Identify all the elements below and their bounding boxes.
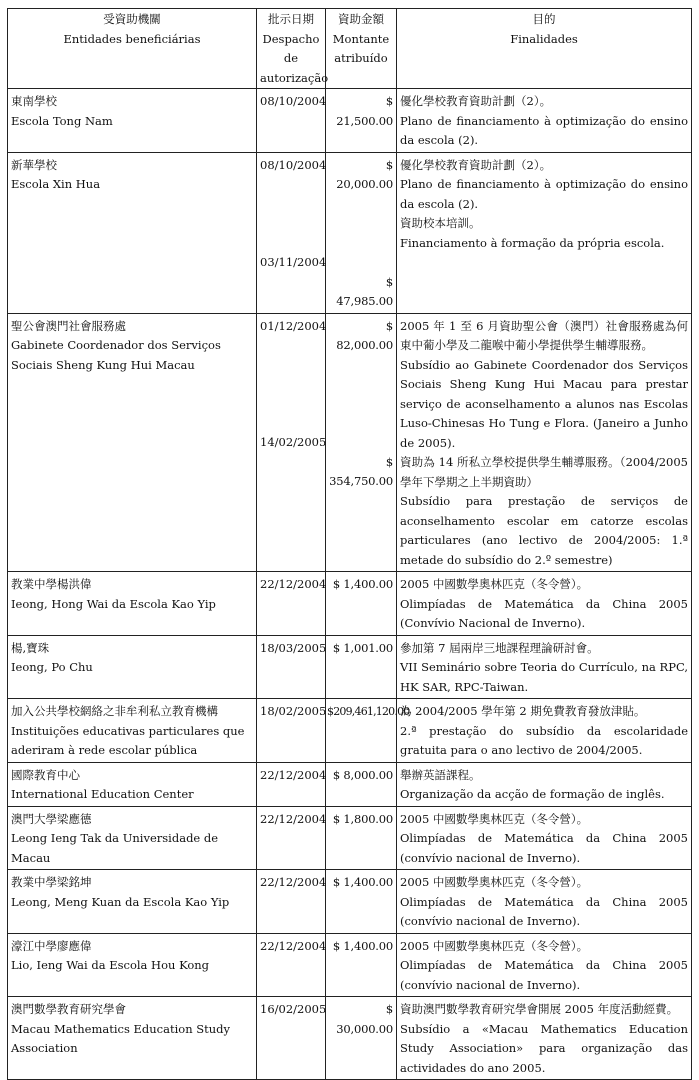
date-cell: 22/12/2004 [257, 762, 326, 806]
header-entity [8, 9, 257, 89]
purpose-pt: VII Seminário sobre Teoria do Currículo, na RPC, HK SAR, RPC-Taiwan. [400, 660, 688, 694]
entity-name-zh: 東南學校 [11, 94, 57, 108]
header-amount-pt2: atribuído [334, 51, 388, 65]
header-amount-pt1: Montante [332, 31, 390, 46]
amount-value: $ 20,000.00 [336, 157, 393, 191]
date-value: 08/10/2004 [260, 157, 327, 172]
entity-name-zh: 教業中學楊洪偉 [11, 577, 92, 591]
date-cell [257, 313, 326, 572]
purpose-cell [397, 699, 692, 763]
header-date [257, 9, 329, 89]
amount-cell: $ 1,400.00 [326, 870, 397, 934]
table-row [8, 152, 692, 313]
entity-name-zh: 加入公共學校網絡之非牟利私立教育機構 [11, 704, 218, 718]
amount-value-2: $ 47,985.00 [336, 274, 393, 308]
entity-name-zh: 澳門大學梁應德 [11, 811, 92, 826]
purpose-cell [397, 572, 692, 636]
amount-cell [326, 152, 397, 313]
entity-name-pt: Gabinete Coordenador dos Serviços Sociais Sheng Kung Hui Macau [11, 338, 221, 372]
entity-name-pt: Leong Ieng Tak da Universidade de Macau [11, 831, 219, 865]
entity-name-pt: Escola Xin Hua [11, 177, 101, 191]
header-entity-zh: 受資助機關 [103, 12, 161, 26]
entity-name-zh: 聖公會澳門社會服務處 [11, 318, 126, 333]
date-value: 01/12/2004 [260, 318, 327, 333]
header-purpose-pt: Finalidades [510, 31, 578, 46]
purpose-cell [397, 89, 692, 153]
header-date-pt1: Despacho de [262, 31, 320, 65]
header-amount-zh: 資助金額 [338, 12, 384, 26]
purpose-zh: 2005 中國數學奧林匹克（冬令營）。 [400, 875, 589, 889]
entity-name-pt: International Education Center [11, 787, 194, 801]
purpose-zh: 資助澳門數學教育研究學會開展 2005 年度活動經費。 [400, 1002, 679, 1016]
table-row [8, 762, 692, 806]
purpose-zh-2: 資助為 14 所私立學校提供學生輔導服務。（2004/2005 學年下學期之上半期資助） [400, 455, 688, 489]
date-cell: 18/03/2005 [257, 635, 326, 699]
header-date-zh: 批示日期 [268, 12, 314, 26]
purpose-cell [397, 870, 692, 934]
amount-cell [326, 313, 397, 572]
amount-value: $ 82,000.00 [336, 318, 393, 352]
purpose-pt: Plano de financiamento à optimização do ensino da escola (2). [400, 177, 688, 211]
purpose-pt: Olimpíadas de Matemática da China 2005 (Convívio Nacional de Inverno). [400, 596, 688, 630]
entity-cell [8, 762, 257, 806]
entity-cell [8, 933, 257, 997]
purpose-cell [397, 313, 692, 572]
purpose-zh: 為 2004/2005 學年第 2 期免費教育發放津貼。 [400, 704, 646, 718]
purpose-pt: Subsídio ao Gabinete Coordenador dos Serviços Sociais Sheng Kung Hui Macau para prestar serviço de aconselhamento a alunos nas Escolas Luso-Chinesas Ho Tung e Flora. (Janeiro a Junho de 2005). [400, 357, 688, 450]
entity-name-zh: 新華學校 [11, 157, 57, 172]
amount-cell: $ 1,400.00 [326, 572, 397, 636]
purpose-pt: Organização da acção de formação de inglês. [400, 787, 665, 801]
purpose-cell [397, 806, 692, 870]
date-cell: 22/12/2004 [257, 870, 326, 934]
purpose-zh-2: 資助校本培訓。 [400, 216, 481, 230]
date-cell: 18/02/2005 [257, 699, 326, 763]
purpose-cell [397, 152, 692, 313]
header-amount [326, 9, 397, 89]
date-cell: 22/12/2004 [257, 933, 326, 997]
table-row [8, 997, 692, 1080]
table-row [8, 313, 692, 572]
amount-cell: $209,461,120.00 [326, 699, 397, 763]
entity-cell [8, 635, 257, 699]
table-row [8, 806, 692, 870]
date-cell: 08/10/2004 [257, 89, 326, 153]
table-row [8, 89, 692, 153]
date-cell [257, 152, 326, 313]
entity-name-zh: 澳門數學教育研究學會 [11, 1002, 126, 1016]
entity-name-pt: Lio, Ieng Wai da Escola Hou Kong [11, 958, 210, 972]
entity-name-pt: Ieong, Hong Wai da Escola Kao Yip [11, 596, 216, 611]
purpose-zh: 2005 中國數學奧林匹克（冬令營）。 [400, 938, 589, 953]
purpose-cell [397, 997, 692, 1080]
purpose-pt-2: Financiamento à formação da própria escola. [400, 235, 665, 250]
purpose-pt: Olimpíadas de Matemática da China 2005 (convívio nacional de Inverno). [400, 958, 688, 992]
amount-cell: $ 8,000.00 [326, 762, 397, 806]
entity-name-pt: Macau Mathematics Education Study Association [11, 1021, 231, 1055]
purpose-pt: Plano de financiamento à optimização do ensino da escola (2). [400, 113, 688, 147]
entity-cell [8, 806, 257, 870]
entity-cell [8, 572, 257, 636]
amount-cell: $ 1,400.00 [326, 933, 397, 997]
purpose-zh: 2005 年 1 至 6 月資助聖公會（澳門）社會服務處為何東中葡小學及二龍喉中葡小學提供學生輔導服務。 [400, 318, 688, 352]
purpose-zh: 舉辦英語課程。 [400, 767, 481, 782]
amount-cell: $ 21,500.00 [326, 89, 397, 153]
purpose-zh: 優化學校教育資助計劃（2）。 [400, 157, 552, 172]
entity-name-zh: 教業中學梁銘坤 [11, 875, 92, 889]
purpose-cell [397, 933, 692, 997]
table-row [8, 572, 692, 636]
table-row [8, 635, 692, 699]
entity-name-pt: Instituições educativas particulares que aderiram à rede escolar pública [11, 723, 245, 757]
amount-value-2: $ 354,750.00 [329, 454, 393, 488]
entity-cell [8, 152, 257, 313]
purpose-pt: Subsídio a «Macau Mathematics Education Study Association» para organização das actividades do ano 2005. [400, 1021, 688, 1075]
entity-name-pt: Leong, Meng Kuan da Escola Kao Yip [11, 894, 230, 909]
date-cell: 22/12/2004 [257, 806, 326, 870]
header-purpose-zh: 目的 [532, 12, 556, 26]
entity-name-zh: 國際教育中心 [11, 767, 80, 782]
subsidy-table [7, 8, 692, 1080]
date-value-2: 03/11/2004 [260, 255, 327, 269]
purpose-zh: 參加第 7 屆兩岸三地課程理論研討會。 [400, 640, 599, 655]
header-purpose [397, 9, 692, 89]
header-entity-pt: Entidades beneficiárias [63, 31, 201, 46]
entity-cell [8, 313, 257, 572]
date-value-2: 14/02/2005 [260, 435, 327, 449]
amount-cell: $ 1,001.00 [326, 635, 397, 699]
purpose-cell [397, 762, 692, 806]
purpose-zh: 2005 中國數學奧林匹克（冬令營）。 [400, 811, 589, 826]
amount-cell: $ 1,800.00 [326, 806, 397, 870]
entity-name-zh: 楊,寶珠 [11, 640, 50, 655]
purpose-zh: 優化學校教育資助計劃（2）。 [400, 94, 552, 108]
purpose-pt: Olimpíadas de Matemática da China 2005 (convívio nacional de Inverno). [400, 894, 688, 928]
date-cell: 16/02/2005 [257, 997, 326, 1080]
entity-name-zh: 濠江中學廖應偉 [11, 938, 92, 953]
entity-cell [8, 997, 257, 1080]
table-header-row [8, 9, 692, 89]
purpose-pt: Olimpíadas de Matemática da China 2005 (convívio nacional de Inverno). [400, 831, 688, 865]
purpose-cell [397, 635, 692, 699]
purpose-zh: 2005 中國數學奧林匹克（冬令營）。 [400, 577, 589, 591]
entity-cell [8, 870, 257, 934]
entity-name-pt: Escola Tong Nam [11, 113, 113, 128]
entity-cell [8, 699, 257, 763]
table-row [8, 699, 692, 763]
entity-cell [8, 89, 257, 153]
table-row [8, 933, 692, 997]
purpose-pt: 2.ª prestação do subsídio da escolaridade gratuita para o ano lectivo de 2004/2005. [400, 723, 688, 757]
amount-cell: $ 30,000.00 [326, 997, 397, 1080]
purpose-pt-2: Subsídio para prestação de serviços de aconselhamento escolar em catorze escolas particulares (ano lectivo de 2004/2005: 1.ª metade do subsídio do 2.º semestre) [400, 494, 688, 567]
entity-name-pt: Ieong, Po Chu [11, 660, 93, 674]
table-row [8, 870, 692, 934]
header-date-pt2: autorização [260, 70, 329, 85]
date-cell: 22/12/2004 [257, 572, 326, 636]
